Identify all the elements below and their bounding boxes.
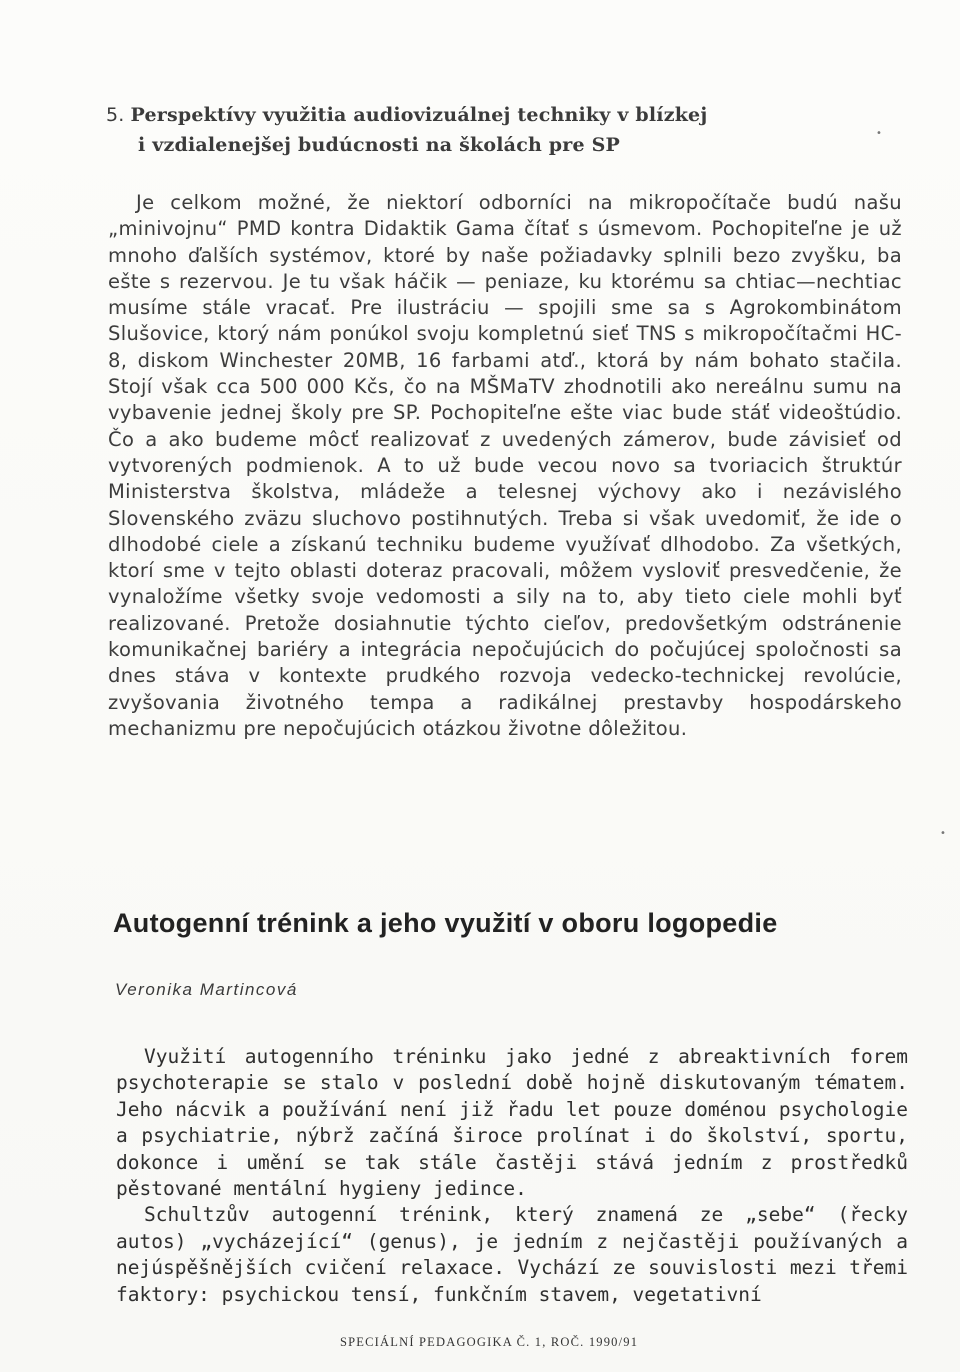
scan-speck: • (876, 128, 882, 139)
article-body (116, 1044, 908, 1308)
section-heading (106, 100, 826, 160)
article-title: Autogenní trénink a jeho využití v oboru logopedie (113, 908, 778, 938)
section-paragraph: Je celkom možné, že niektorí odborníci na mikropočítače budú našu „minivojnu“ PMD kontra Didaktik Gama čítať s úsmevom. Pochopiteľne je už mnoho ďalších systémov, ktoré by naše požiadavky splnili bezo zvyšku, ba ešte s rezervou. Je tu však háčik — peniaze, ku ktorému sa chtiac—nechtiac musíme stále vracať. Pre ilustráciu — spojili sme sa s Agrokombinátom Slušovice, ktorý nám ponúkol svoju kompletnú sieť TNS s mikropočítačmi HC-8, diskom Winchester 20MB, 16 farbami atď., ktorá by nám bohato stačila. Stojí však cca 500 000 Kčs, čo na MŠMaTV zhodnotili ako nereálnu sumu na vybavenie jednej školy pre SP. Pochopiteľne ešte viac bude stáť videoštúdio. Čo a ako budeme môcť realizovať z uvedených zámerov, bude závisieť od vytvorených podmienok. A to už bude vecou novo sa tvoriacich štruktúr Ministerstva školstva, mládeže a telesnej výchovy ako i nezávislého Slovenského zväzu sluchovo postihnutých. Treba si však uvedomiť, že ide o dlhodobé ciele a získanú techniku budeme využívať dlhodobo. Za všetkých, ktorí sme v tejto oblasti doteraz pracovali, môžem vysloviť presvedčenie, že vynaložíme všetky svoje vedomosti a sily na to, aby tieto ciele mohli byť realizované. Pretože dosiahnutie týchto cieľov, predovšetkým odstránenie komunikačnej bariéry a integrácia nepočujúcich do počujúcej spoločnosti sa dnes stáva v kontexte prudkého rozvoja vedecko-technickej revolúcie, zvyšovania životného tempa a radikálnej prestavby hospodárskeho mechanizmu pre nepočujúcich otázkou životne dôležitou. (108, 191, 902, 740)
section-body (108, 190, 902, 742)
scan-speck: • (940, 828, 946, 839)
section-title-line2: i vzdialenejšej budúcnosti na školách pre SP (138, 134, 621, 156)
article-author: Veronika Martincová (115, 980, 298, 999)
running-footer: SPECIÁLNÍ PEDAGOGIKA Č. 1, ROČ. 1990/91 (340, 1335, 639, 1349)
section-number: 5. (106, 104, 125, 126)
section-title-line1: Perspektívy využitia audiovizuálnej techniky v blízkej (130, 104, 708, 126)
article-paragraph-2: Schultzův autogenní trénink, který znamená ze „sebe“ (řecky autos) „vycházející“ (genus), je jedním z nejčastěji používaných a nejúspěšnějších cvičení relaxace. Vychází ze souvislosti mezi třemi faktory: psychickou tensí, funkčním stavem, vegetativní (116, 1203, 908, 1306)
article-paragraph-1: Využití autogenního tréninku jako jedné z abreaktivních forem psychoterapie se stalo v poslední době hojně diskutovaným tématem. Jeho nácvik a používání není již řadu let pouze doménou psychologie a psychiatrie, nýbrž začíná široce prolínat i do školství, sportu, dokonce i umění se tak stále častěji stává jedním z prostředků pěstované mentální hygieny jedince. (116, 1045, 908, 1201)
